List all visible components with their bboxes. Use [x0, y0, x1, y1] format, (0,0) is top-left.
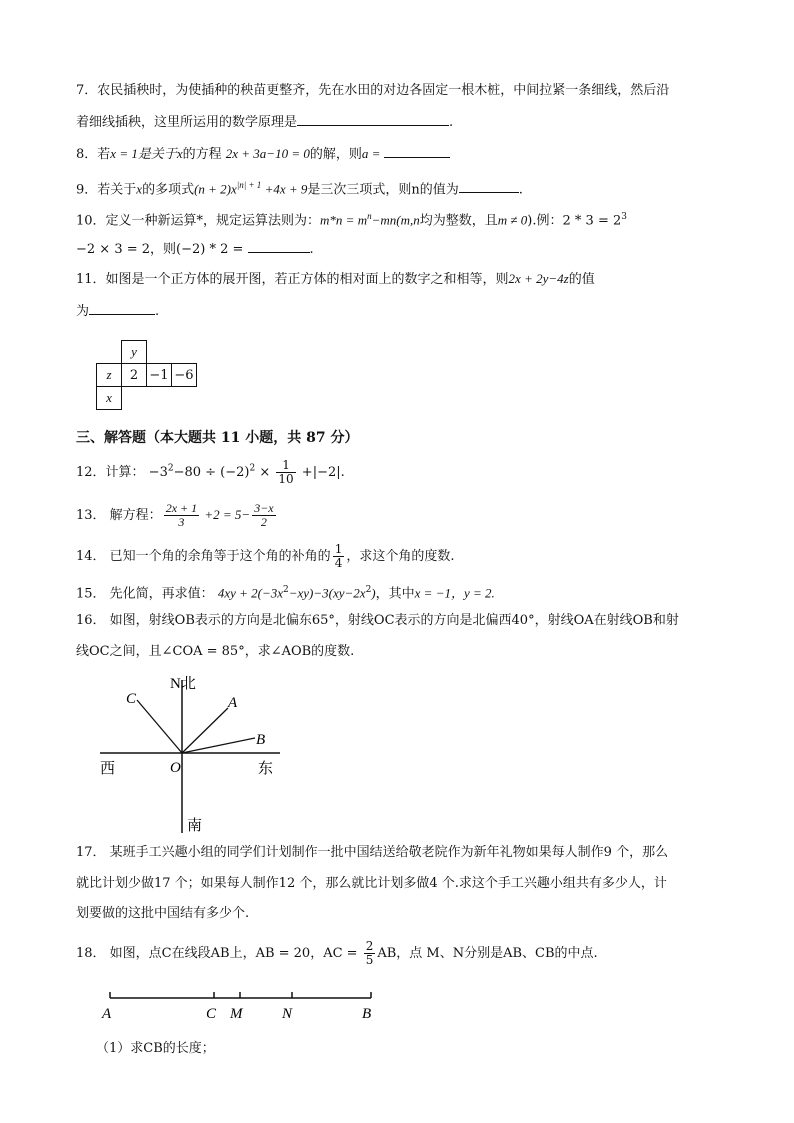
- q10-example: ).例：2 * 3 = 2: [527, 213, 622, 229]
- answer-blank: [384, 144, 450, 158]
- q18-text: 18． 如图，点C在线段AB上，AB = 20，AC =: [76, 946, 362, 961]
- q15-text2: ，其中: [375, 586, 415, 602]
- section-heading: 三、解答题（本大题共 11 小题，共 87 分）: [76, 430, 359, 446]
- q12-num: 1: [276, 459, 295, 473]
- label-north: N北: [170, 676, 196, 692]
- q8-eq1: = 1是关于: [116, 146, 177, 161]
- q13-num1: 2x + 1: [165, 501, 198, 515]
- question-15: [76, 581, 495, 603]
- q11-text3: 为: [76, 304, 90, 319]
- q13-expr: +2 = 5−: [201, 507, 251, 522]
- q12-sup: 2: [167, 463, 174, 474]
- question-7-line2: [76, 112, 453, 132]
- q12-times: ×: [255, 465, 275, 480]
- q9-end: .: [518, 182, 523, 198]
- cube-face-x: x: [97, 387, 122, 410]
- q13-num2: 3−x: [254, 501, 274, 515]
- question-16-line2: 线OC之间，且∠COA = 85°，求∠AOB的度数.: [76, 644, 355, 659]
- question-14: [76, 543, 454, 570]
- q13-fraction2: [252, 502, 275, 529]
- q8-text: 的方程: [182, 147, 226, 162]
- q15-expr: 4xy + 2(−3x: [217, 585, 283, 601]
- q13-text: 13． 解方程：: [76, 508, 162, 523]
- q15-sup: 2: [283, 585, 289, 595]
- q10-text2: 均为整数，且: [419, 213, 498, 229]
- direction-figure: [90, 668, 310, 838]
- q11-expr: 2x + 2y−4z: [508, 271, 569, 286]
- label-point-b: B: [362, 1006, 372, 1022]
- question-10-line1: [76, 207, 627, 230]
- cube-face-y: y: [122, 341, 147, 364]
- q18-text2: AB，点 M、N分别是AB、CB的中点.: [377, 946, 598, 961]
- q10-sup2: 3: [621, 212, 627, 222]
- q14-text: 14． 已知一个角的余角等于这个角的补角的: [76, 549, 331, 564]
- q13-fraction1: [164, 502, 199, 529]
- q15-text: 15． 先化简，再求值：: [76, 586, 218, 602]
- cube-net-figure: [96, 340, 222, 410]
- label-south: 南: [187, 818, 203, 834]
- q15-sup2: 2: [365, 585, 372, 595]
- q9-text2: 的多项式: [142, 182, 195, 198]
- label-b: B: [256, 732, 266, 748]
- q8-equation: 2x + 3a−10 = 0: [225, 146, 310, 161]
- q9-expr: (n + 2)x: [194, 181, 237, 197]
- question-9: [76, 176, 523, 199]
- question-12: [76, 459, 345, 486]
- label-a: A: [228, 695, 238, 711]
- q10-end: .: [309, 242, 314, 257]
- question-13: [76, 502, 278, 529]
- question-8: [76, 144, 450, 164]
- segment-figure: [96, 988, 386, 1024]
- question-17-line3: 划要做的这批中国结有多少个.: [76, 906, 250, 921]
- answer-blank: [459, 179, 519, 193]
- q12-end: +|−2|.: [297, 465, 345, 480]
- label-point-a: A: [102, 1006, 112, 1022]
- question-18-sub1: （1）求CB的长度；: [96, 1041, 215, 1056]
- q14-num: 1: [334, 542, 343, 556]
- q12-sup2: 2: [249, 463, 256, 474]
- q12-fraction: [276, 459, 295, 486]
- q15-cond: x = −1，y = 2.: [414, 585, 495, 601]
- q8-text2: 的解，则: [309, 147, 362, 162]
- question-11-line2: [76, 301, 159, 321]
- q9-var: x: [136, 181, 143, 197]
- q15-expr2: −xy)−3(xy−2x: [288, 585, 366, 601]
- q10-rule2: −mn(m,n: [371, 212, 420, 228]
- question-18: [76, 940, 598, 967]
- label-o: O: [170, 760, 181, 776]
- q7-end: .: [449, 115, 454, 130]
- answer-blank: [89, 301, 155, 315]
- label-point-m: M: [230, 1006, 243, 1022]
- q8-var-x: x: [110, 146, 117, 161]
- q10-cond: m ≠ 0: [497, 212, 528, 228]
- label-point-n: N: [282, 1006, 293, 1022]
- label-west: 西: [100, 761, 116, 777]
- q14-text2: ，求这个角的度数.: [346, 549, 455, 564]
- q8-prefix: 8．若: [76, 147, 111, 162]
- label-point-c: C: [206, 1006, 217, 1022]
- q18-fraction: [364, 940, 376, 967]
- question-7-line1: 7．农民插秧时，为使插种的秧苗更整齐，先在水田的对边各固定一根木桩，中间拉紧一条细线，然后沿: [76, 83, 670, 98]
- q10-line2: −2 × 3 = 2，则(−2) * 2 =: [76, 242, 248, 257]
- q8-var-x2: x: [176, 146, 183, 161]
- q9-expr2: +4x + 9: [261, 181, 308, 197]
- q18-num: 2: [365, 939, 374, 953]
- q12-expr: −80 ÷ (−2): [173, 465, 250, 480]
- q7-text: 着细线插秧，这里所运用的数学原理是: [76, 115, 298, 130]
- question-10-line2: [76, 239, 314, 259]
- ray-oc: [137, 700, 182, 753]
- ray-oa: [182, 708, 228, 753]
- cube-face-2: 2: [122, 364, 147, 387]
- q11-end: .: [155, 304, 160, 319]
- q11-text2: 的值: [568, 272, 595, 287]
- q9-exponent: |n| + 1: [236, 180, 262, 190]
- question-17-line2: 就比计划少做17 个；如果每人制作12 个，那么就比计划多做4 个.求这个手工兴趣小组共有多少人，计: [76, 876, 667, 891]
- q14-den: 4: [334, 556, 343, 570]
- label-c: C: [126, 691, 137, 707]
- q14-fraction: [333, 543, 345, 570]
- q18-den: 5: [365, 953, 374, 967]
- q12-text: 12．计算： −3: [76, 465, 168, 480]
- q11-text: 11．如图是一个正方体的展开图，若正方体的相对面上的数字之和相等，则: [76, 272, 509, 287]
- question-16-line1: 16． 如图，射线OB表示的方向是北偏东65°，射线OC表示的方向是北偏西40°，射线OA在射线OB和射: [76, 613, 679, 628]
- q10-rule: m*n = m: [320, 212, 368, 228]
- q13-den2: 2: [260, 515, 267, 529]
- q15-expr3: ): [371, 585, 376, 601]
- cube-face-neg6: −6: [172, 364, 197, 387]
- q8-var-a: a: [361, 146, 369, 161]
- q9-text3: 是三次三项式，则n的值为: [307, 182, 459, 198]
- question-11-line1: [76, 270, 595, 289]
- label-east: 东: [258, 761, 274, 777]
- q10-sup: n: [367, 211, 372, 221]
- ray-ob: [182, 738, 255, 753]
- q10-text: 10．定义一种新运算*，规定运算法则为：: [76, 213, 321, 229]
- q12-den: 10: [278, 472, 294, 486]
- q8-eq: =: [368, 146, 384, 161]
- answer-blank: [248, 239, 310, 253]
- q13-den1: 3: [178, 515, 185, 529]
- answer-blank: [297, 112, 449, 126]
- q9-text1: 9．若关于: [76, 182, 137, 198]
- question-17-line1: 17． 某班手工兴趣小组的同学们计划制作一批中国结送给敬老院作为新年礼物如果每人制作9 个，那么: [76, 845, 669, 860]
- cube-face-neg1: −1: [147, 364, 172, 387]
- cube-face-z: z: [97, 364, 122, 387]
